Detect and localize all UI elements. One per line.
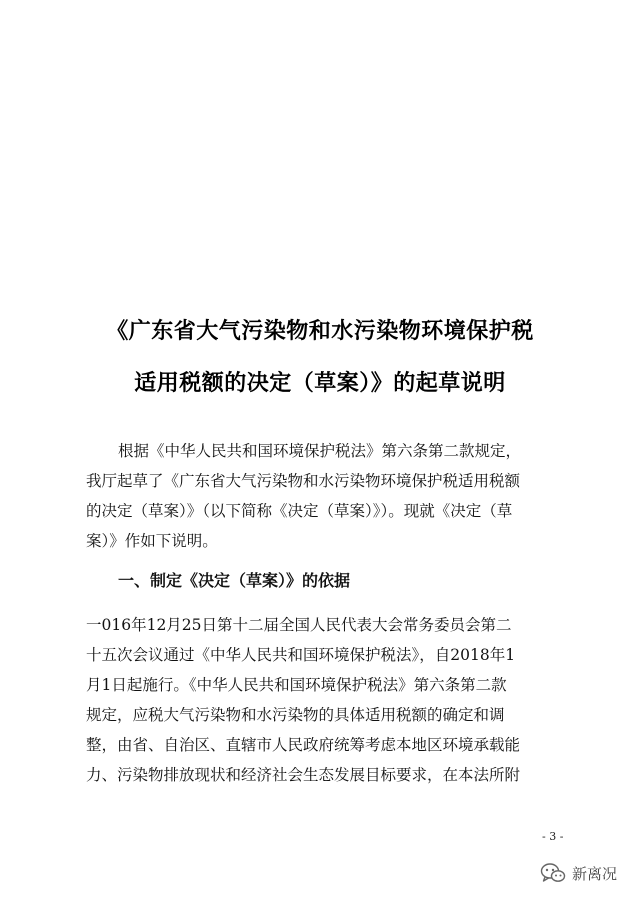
document-title-line-1: 《广东省大气污染物和水污染物环境保护税 (106, 319, 534, 344)
watermark-text: 新离况 (572, 864, 618, 883)
section-paragraph (86, 610, 564, 790)
intro-paragraph (86, 436, 564, 556)
intro-line: 我厅起草了《广东省大气污染物和水污染物环境保护税适用税额 (86, 472, 521, 490)
section-heading: 一、制定《决定（草案）》的依据 (118, 571, 351, 590)
section-line: 力、污染物排放现状和经济社会生态发展目标要求，在本法所附 (86, 766, 521, 784)
section-line: 规定，应税大气污染物和水污染物的具体适用税额的确定和调 (86, 706, 505, 724)
intro-line: 案）》作如下说明。 (86, 532, 218, 550)
intro-line: 根据《中华人民共和国环境保护税法》第六条第二款规定， (118, 442, 522, 460)
document-title-line-2: 适用税额的决定（草案）》的起草说明 (134, 371, 506, 396)
section-line: 整，由省、自治区、直辖市人民政府统筹考虑本地区环境承载能 (86, 736, 521, 754)
intro-line: 的决定（草案）》（以下简称《决定（草案）》）。现就《决定（草 (86, 502, 513, 520)
section-line: 月1日起施行。《中华人民共和国环境保护税法》第六条第二款 (86, 676, 507, 694)
wechat-icon (540, 862, 566, 884)
page-number: - 3 - (542, 830, 564, 843)
section-line: 十五次会议通过《中华人民共和国环境保护税法》，自2018年1 (86, 646, 516, 664)
watermark (540, 858, 617, 888)
section-line: 一016年12月25日第十二届全国人民代表大会常务委员会第二 (86, 616, 512, 634)
